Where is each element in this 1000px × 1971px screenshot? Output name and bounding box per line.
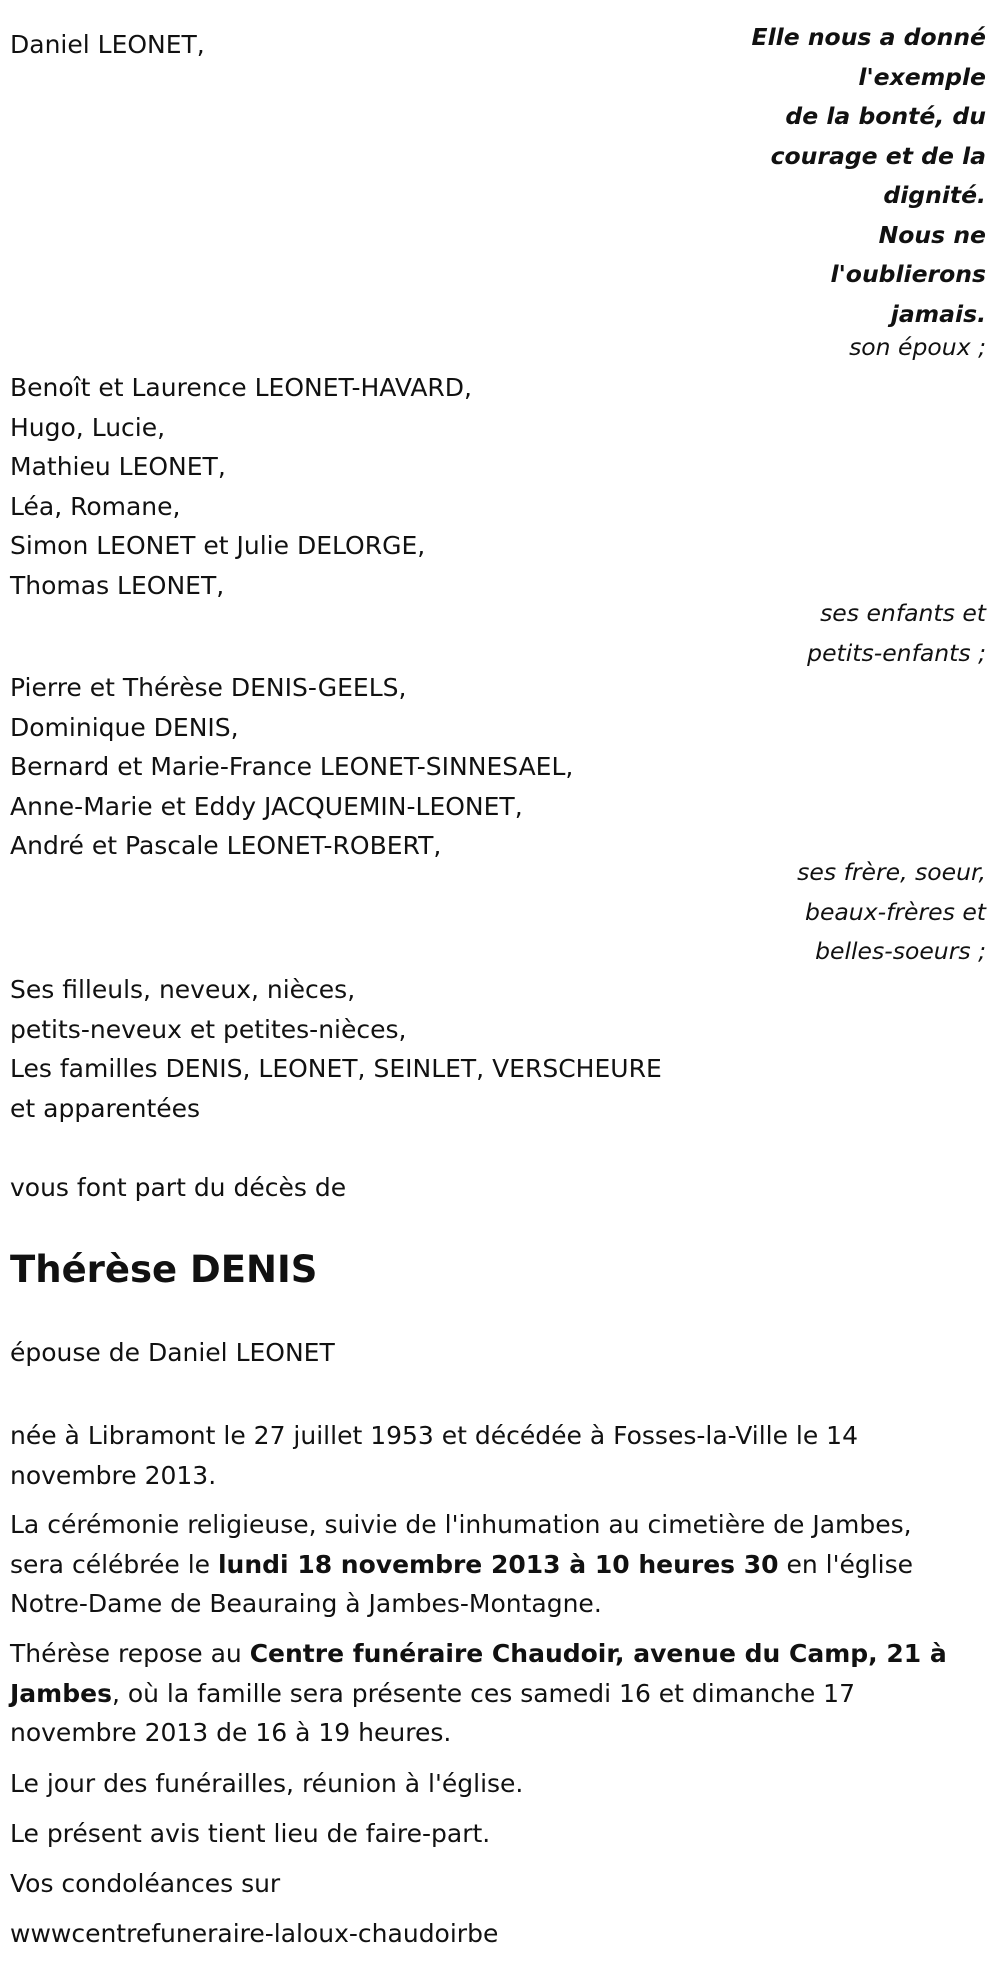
spouse-role: son époux ; xyxy=(849,333,986,361)
quote-line: l'exemple xyxy=(858,62,986,91)
text-segment: sera célébrée le xyxy=(10,1549,218,1579)
quote-line: dignité. xyxy=(883,181,986,209)
announcement-text: vous font part du décès de xyxy=(10,1173,347,1202)
list-item: Pierre et Thérèse DENIS-GEELS, xyxy=(10,673,407,702)
deceased-name: Thérèse DENIS xyxy=(10,1248,318,1291)
list-item: Bernard et Marie-France LEONET-SINNESAEL, xyxy=(10,752,574,781)
list-item: Hugo, Lucie, xyxy=(10,412,166,442)
quote-line: l'oublierons xyxy=(830,260,986,288)
quote-line: Nous ne xyxy=(878,220,986,249)
paragraph-line xyxy=(10,1545,990,1585)
siblings-role xyxy=(797,853,986,972)
paragraph-line: La cérémonie religieuse, suivie de l'inhumation au cimetière de Jambes, xyxy=(10,1510,912,1539)
role-line: beaux-frères et xyxy=(805,897,986,926)
spouse-name: Daniel LEONET, xyxy=(10,30,205,59)
funeral-day-text: Le jour des funérailles, réunion à l'église. xyxy=(10,1769,524,1798)
extended-family-list xyxy=(10,970,662,1128)
list-item: et apparentées xyxy=(10,1093,201,1123)
paragraph-line xyxy=(10,1674,990,1714)
quote-line: jamais. xyxy=(890,299,986,328)
ceremony-paragraph xyxy=(10,1505,990,1624)
list-item: Thomas LEONET, xyxy=(10,570,225,600)
role-line: petits-enfants ; xyxy=(807,638,986,667)
role-line: ses frère, soeur, xyxy=(797,858,986,886)
repose-paragraph xyxy=(10,1634,990,1753)
quote-line: Elle nous a donné xyxy=(751,23,986,51)
text-segment: en l'église xyxy=(778,1549,914,1579)
birth-death-paragraph xyxy=(10,1416,990,1495)
quote-line: courage et de la xyxy=(770,141,986,170)
quote-line: de la bonté, du xyxy=(785,102,986,130)
condolences-text: Vos condoléances sur xyxy=(10,1869,281,1898)
text-segment: , où la famille sera présente ces samedi 16 et dimanche 17 xyxy=(111,1678,855,1708)
role-line: belles-soeurs ; xyxy=(815,937,986,965)
list-item: Léa, Romane, xyxy=(10,491,181,521)
text-segment: Thérèse repose au xyxy=(10,1639,250,1668)
list-item: Ses filleuls, neveux, nièces, xyxy=(10,975,356,1004)
list-item: Les familles DENIS, LEONET, SEINLET, VERSCHEURE xyxy=(10,1054,662,1083)
deceased-spouse-line: épouse de Daniel LEONET xyxy=(10,1338,335,1367)
role-line: ses enfants et xyxy=(820,599,986,627)
children-list xyxy=(10,368,472,605)
ceremony-date-time: lundi 18 novembre 2013 à 10 heures 30 xyxy=(217,1549,779,1579)
paragraph-line: novembre 2013 de 16 à 19 heures. xyxy=(10,1718,452,1747)
paragraph-line xyxy=(10,1634,990,1674)
list-item: Anne-Marie et Eddy JACQUEMIN-LEONET, xyxy=(10,791,523,821)
list-item: André et Pascale LEONET-ROBERT, xyxy=(10,831,442,860)
list-item: Dominique DENIS, xyxy=(10,712,239,742)
funeral-center-city: Jambes xyxy=(10,1678,112,1708)
list-item: Benoît et Laurence LEONET-HAVARD, xyxy=(10,373,472,402)
list-item: petits-neveux et petites-nièces, xyxy=(10,1014,407,1044)
paragraph-line: Notre-Dame de Beauraing à Jambes-Montagne. xyxy=(10,1589,602,1618)
children-role xyxy=(807,594,986,673)
memorial-quote xyxy=(752,18,986,334)
funeral-center-address: Centre funéraire Chaudoir, avenue du Camp, 21 à xyxy=(249,1639,947,1668)
paragraph-line: née à Libramont le 27 juillet 1953 et décédée à Fosses-la-Ville le 14 xyxy=(10,1421,858,1450)
siblings-list xyxy=(10,668,573,866)
notice-text: Le présent avis tient lieu de faire-part. xyxy=(10,1819,491,1848)
paragraph-line: novembre 2013. xyxy=(10,1460,217,1490)
list-item: Mathieu LEONET, xyxy=(10,452,226,481)
website-link[interactable]: wwwcentrefuneraire-laloux-chaudoirbe xyxy=(10,1919,499,1948)
list-item: Simon LEONET et Julie DELORGE, xyxy=(10,531,426,560)
